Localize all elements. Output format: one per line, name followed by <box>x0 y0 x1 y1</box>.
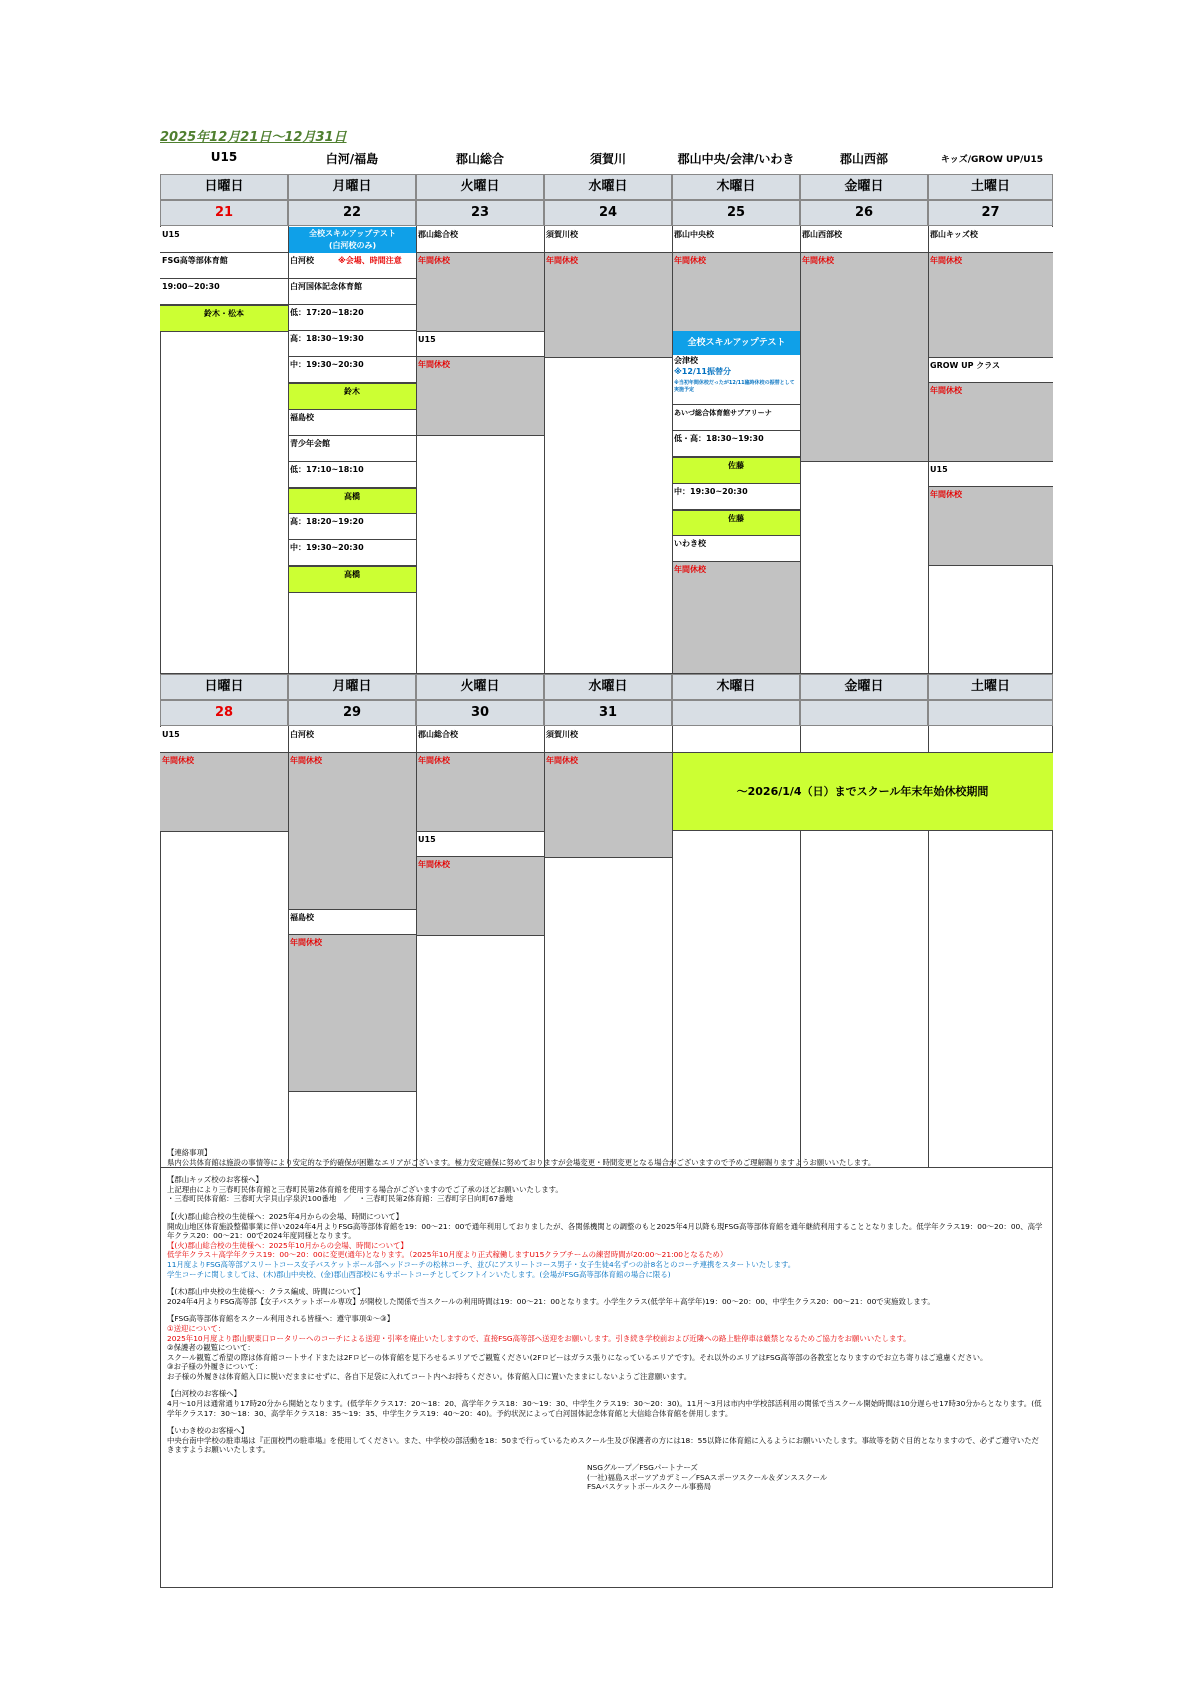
col-header: 郡山総合 <box>455 152 504 166</box>
col-header: 須賀川 <box>589 152 626 166</box>
date: 28 <box>160 700 288 726</box>
cell-note: ※会場、時間注意 <box>336 253 416 279</box>
cell-label: 白河校 <box>288 727 416 753</box>
cell-time: 高：18:20~19:20 <box>288 514 416 540</box>
page-title: 2025年12月21日～12月31日 <box>160 130 347 145</box>
weekday: 月曜日 <box>288 674 416 700</box>
date: 27 <box>928 200 1053 226</box>
closed-cell: 年間休校 <box>416 753 544 831</box>
note-text: 県内公共体育館は施設の事情等により安定的な予約確保が困難なエリアがございます。極力安定確保に努めておりますが会場変更・時間変更となる場合がございますので予めご理解賜りますようお願いいたします。 <box>167 1157 876 1167</box>
closed-cell: 年間休校 <box>288 753 416 909</box>
cell-label: U15 <box>928 461 1053 487</box>
cell-venue: あいづ総合体育館サブアリーナ <box>672 405 800 431</box>
cell-label: 福島校 <box>288 909 416 935</box>
note-text: スクール観覧ご希望の際は体育館コートサイドまたは2Fロビーの体育館を見下ろせるエリアでご観覧ください(2Fロビーはガラス張りになっているエリアです)。それ以外のエリアはFSG高等部の各教室となりますのでお立ち寄りはご遠慮ください。 <box>167 1352 988 1362</box>
skill-test-banner: 全校スキルアップテスト <box>289 227 416 241</box>
note-text: 開成山地区体育施設整備事業に伴い2024年4月よりFSG高等部体育館を19：00～21：00で通年利用しておりましたが、各関係機関との調整のもと2025年4月以降も現FSG高等部体育館を通年継続利用することとなりました。低学年クラス19：00～20：00、高学年クラス20：00～21：00で2024年度同様となります。 <box>167 1221 1043 1241</box>
cell-label: 郡山総合校 <box>416 227 544 253</box>
cell-time: 中：19:30~20:30 <box>288 357 416 383</box>
date: 23 <box>416 200 544 226</box>
cell-label: U15 <box>160 727 288 753</box>
cell-note: ※12/11振替分 <box>674 367 731 376</box>
weekday: 金曜日 <box>800 174 928 200</box>
skill-test-banner: 全校スキルアップテスト <box>673 331 800 355</box>
weekday: 土曜日 <box>928 174 1053 200</box>
col-header: U15 <box>210 150 238 164</box>
weekday: 木曜日 <box>672 674 800 700</box>
weekday: 日曜日 <box>160 174 288 200</box>
note-heading-red: 【(火)郡山総合校の生徒様へ：2025年10月からの会場、時間について】 <box>167 1240 408 1250</box>
signature-line: FSAバスケットボールスクール事務局 <box>587 1482 711 1492</box>
closed-cell: 年間休校 <box>672 562 800 673</box>
cell-label: U15 <box>416 831 544 857</box>
closed-cell: 年間休校 <box>160 753 288 831</box>
weekday: 火曜日 <box>416 674 544 700</box>
note-text-red: 低学年クラス＋高学年クラス19：00～20：00に変更(通年)となります。（2025年10月度より正式稼働しますU15クラブチームの練習時間が20:00～21:00となるため） <box>167 1250 728 1260</box>
weekday: 水曜日 <box>544 674 672 700</box>
cell-time: 低：17:10~18:10 <box>288 462 416 488</box>
closed-cell: 年間休校 <box>672 253 800 331</box>
note-text-red: ①送迎について： <box>167 1323 226 1333</box>
cell-label: 郡山中央校 <box>672 227 800 253</box>
closed-cell: 年間休校 <box>416 253 544 331</box>
closed-cell: 年間休校 <box>800 253 928 461</box>
cell-venue: 青少年会館 <box>288 436 416 462</box>
cell-time: 19:00~20:30 <box>160 279 288 305</box>
cell-label: 須賀川校 <box>544 727 672 753</box>
note-text: ③お子様の外履きについて： <box>167 1362 263 1372</box>
coach-cell: 佐藤 <box>672 457 800 484</box>
note-text: 上記理由により三春町民体育館と三春町民第2体育館を使用する場合がございますのでご了承のほどお願いいたします。 <box>167 1184 563 1194</box>
coach-cell: 佐藤 <box>672 510 800 536</box>
note-heading: 【いわき校のお客様へ】 <box>167 1426 249 1436</box>
cell-label: いわき校 <box>672 536 800 562</box>
cell-label: 郡山総合校 <box>416 727 544 753</box>
date: 26 <box>800 200 928 226</box>
weekday: 水曜日 <box>544 174 672 200</box>
notes-section <box>160 1142 1053 1588</box>
cell-label: 福島校 <box>288 410 416 436</box>
date: 30 <box>416 700 544 726</box>
cell-label: 会津校 <box>674 356 698 365</box>
cell-label: 須賀川校 <box>544 227 672 253</box>
date: 24 <box>544 200 672 226</box>
weekday: 金曜日 <box>800 674 928 700</box>
skill-test-banner-sub: (白河校のみ) <box>289 240 416 253</box>
date: 22 <box>288 200 416 226</box>
closed-cell: 年間休校 <box>544 253 672 357</box>
coach-cell: 鈴木 <box>288 383 416 410</box>
cell-label: U15 <box>416 331 544 357</box>
closed-cell: 年間休校 <box>928 383 1053 461</box>
note-heading: 【白河校のお客様へ】 <box>167 1389 241 1399</box>
note-heading: 【(火)郡山総合校の生徒様へ：2025年4月からの会場、時間について】 <box>167 1211 404 1221</box>
note-text: 2024年4月よりFSG高等部【女子バスケットボール専攻】が開校した関係で当スクールの利用時間は19：00～21：00となります。小学生クラス(低学年＋高学年)19：00～20：00、中学生クラス20：00～21：00で実施致します。 <box>167 1296 935 1306</box>
col-header: 白河/福島 <box>325 152 379 166</box>
signature-line: (一社)福島スポーツアカデミー／FSAスポーツスクール＆ダンススクール <box>587 1472 828 1482</box>
cell-label: GROW UP クラス <box>928 357 1053 383</box>
closed-cell: 年間休校 <box>544 753 672 857</box>
date: 31 <box>544 700 672 726</box>
date: 21 <box>160 200 288 226</box>
weekday: 日曜日 <box>160 674 288 700</box>
note-text-blue: 学生コーチに関しましては、(木)郡山中央校、(金)郡山西部校にもサポートコーチとしてシフトインいたします。(会場がFSG高等部体育館の場合に限る) <box>167 1269 671 1279</box>
weekday: 火曜日 <box>416 174 544 200</box>
note-text: 4月～10月は通常通り17時20分から開始となります。(低学年クラス17：20～18：20、高学年クラス18：30～19：30、中学生クラス19：30～20：30)。11月～3月は市内中学校部活利用の関係で当スクール開始時間は10分遅らせ17時30分からとなります。(低学年クラス17：30～18：30、高学年クラス18：35～19：35、中学生クラス19：40～20：40)。予約状況によって白河国体記念体育館と大信総合体育館を併用します。 <box>167 1399 1042 1418</box>
cell-venue: FSG高等部体育館 <box>160 253 288 279</box>
closed-cell: 年間休校 <box>928 487 1053 565</box>
closed-cell: 年間休校 <box>416 357 544 435</box>
col-header: キッズ/GROW UP/U15 <box>940 155 1044 165</box>
note-heading: 【郡山キッズ校のお客様へ】 <box>167 1175 263 1185</box>
coach-cell: 鈴木・松本 <box>160 305 288 332</box>
cell-note: ※当初年間休校だったが12/11臨時休校の振替として実施予定 <box>672 379 800 405</box>
note-text: ②保護者の観覧について： <box>167 1343 255 1353</box>
note-heading: 【連絡事項】 <box>167 1148 212 1157</box>
date: 29 <box>288 700 416 726</box>
weekday: 土曜日 <box>928 674 1053 700</box>
note-text-red: 2025年10月度より郡山駅東口ロータリーへのコーチによる送迎・引率を廃止いたしますので、直接FSG高等部へ送迎をお願いします。引き続き学校前および近隣への路上駐停車は厳禁となるためご協力をお願いいたします。 <box>167 1333 911 1343</box>
cell-label: U15 <box>160 227 288 253</box>
coach-cell: 高橋 <box>288 488 416 514</box>
note-heading: 【FSG高等部体育館をスクール利用される皆様へ：遵守事項①～③】 <box>167 1314 395 1324</box>
cell-label: 白河校 <box>288 253 344 279</box>
coach-cell: 高橋 <box>288 566 416 593</box>
note-text: お子様の外履きは体育館入口に脱いだままにせずに、各自下足袋に入れてコート内へお持ちください。体育館入口に置いたままにしないようご注意願います。 <box>167 1371 692 1381</box>
closed-cell: 年間休校 <box>288 935 416 1091</box>
cell-time: 高：18:30~19:30 <box>288 331 416 357</box>
date: 25 <box>672 200 800 226</box>
cell-time: 低：17:20~18:20 <box>288 305 416 331</box>
cell-time: 中：19:30~20:30 <box>288 540 416 566</box>
col-header: 郡山中央/会津/いわき <box>677 152 795 166</box>
col-header: 郡山西部 <box>839 152 888 166</box>
note-text: 中央台南中学校の駐車場は『正面校門の駐車場』を使用してください。また、中学校の部活動を18：50まで行っているためスクール生及び保護者の方には18：55以降に体育館に入るようにお願いいたします。事故等を防ぐ目的となりますので、必ずご遵守いただきますようお願いいたします。 <box>167 1435 1039 1455</box>
note-text: ・三春町民体育館：三春町大字貝山字泉沢100番地 ／ ・三春町民第2体育館：三春町字日向町67番地 <box>167 1194 514 1204</box>
weekday: 木曜日 <box>672 174 800 200</box>
cell-label: 郡山キッズ校 <box>928 227 1053 253</box>
cell-venue: 白河国体記念体育館 <box>288 279 416 305</box>
note-text-blue: 11月度よりFSG高等部アスリートコース女子バスケットボール部ヘッドコーチの松林コーチ、並びにアスリートコース男子・女子生徒4名ずつの計8名とのコーチ連携をスタートいたします。 <box>167 1259 796 1269</box>
signature-line: NSGグループ／FSGパートナーズ <box>587 1463 698 1473</box>
cell-time: 中：19:30~20:30 <box>672 484 800 510</box>
cell-label: 郡山西部校 <box>800 227 928 253</box>
weekday: 月曜日 <box>288 174 416 200</box>
holiday-banner: ～2026/1/4（日）までスクール年末年始休校期間 <box>672 753 1053 831</box>
closed-cell: 年間休校 <box>928 253 1053 357</box>
closed-cell: 年間休校 <box>416 857 544 935</box>
cell-time: 低・高：18:30~19:30 <box>672 431 800 457</box>
note-heading: 【(木)郡山中央校の生徒様へ：クラス編成、時間について】 <box>167 1287 365 1297</box>
